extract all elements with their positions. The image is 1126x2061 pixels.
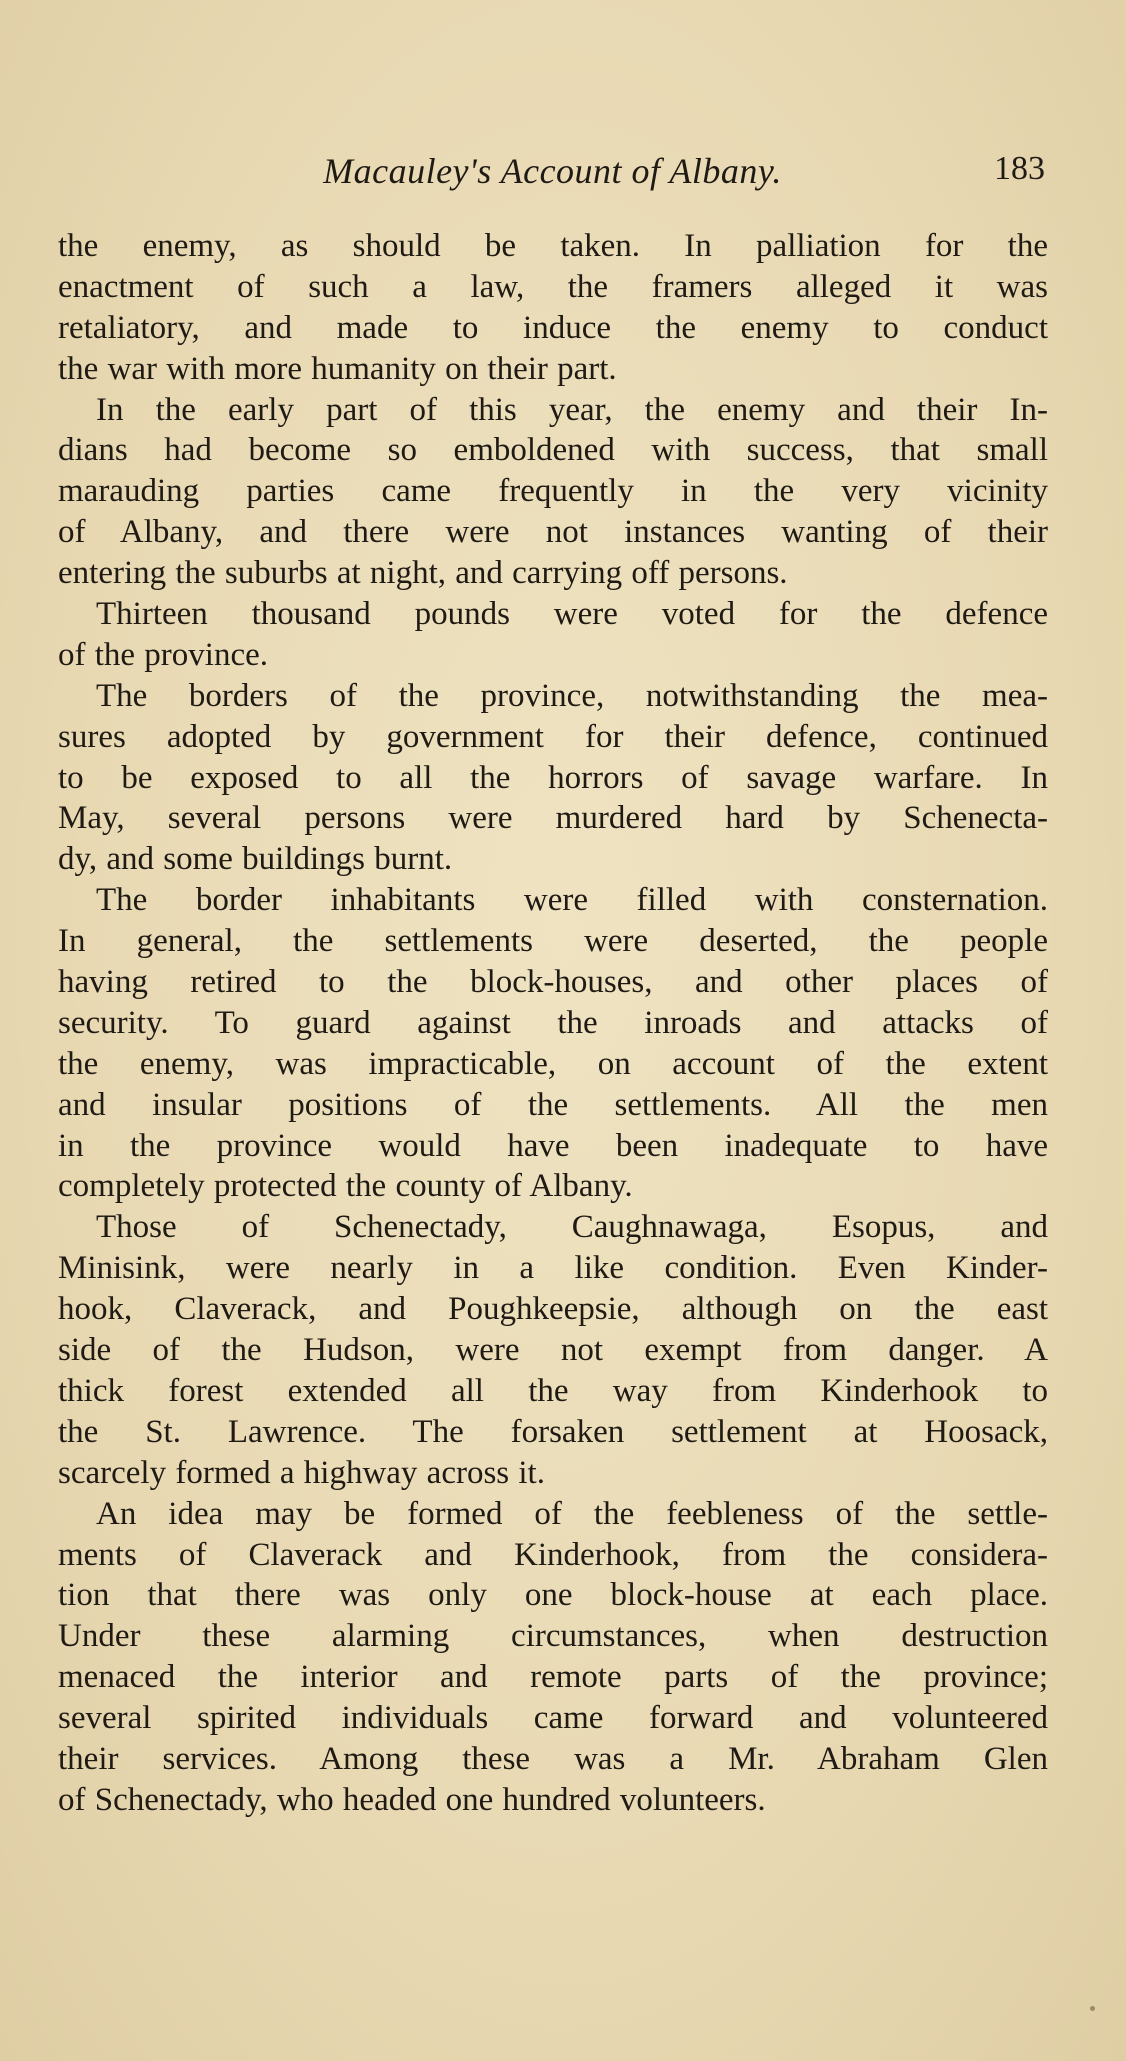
text-line: sures adopted by government for their defence, continued xyxy=(58,718,1048,755)
text-line: security. To guard against the inroads and attacks of xyxy=(58,1004,1048,1041)
text-line: and insular positions of the settlements. All the men xyxy=(58,1086,1048,1123)
text-line: of Schenectady, who headed one hundred volunteers. xyxy=(58,1781,766,1818)
text-line: dians had become so emboldened with success, that small xyxy=(58,432,1048,469)
text-line: entering the suburbs at night, and carrying off persons. xyxy=(58,555,788,592)
text-line: the enemy, was impracticable, on account of the extent xyxy=(58,1045,1048,1082)
text-line: side of the Hudson, were not exempt from danger. A xyxy=(58,1332,1048,1369)
body-text xyxy=(58,226,1048,1821)
text-line: The borders of the province, notwithstanding the mea- xyxy=(96,677,1048,714)
text-line: retaliatory, and made to induce the enemy to conduct xyxy=(58,309,1048,346)
text-line: the enemy, as should be taken. In palliation for the xyxy=(58,228,1048,264)
text-line: of the province. xyxy=(58,636,269,673)
running-title: Macauley's Account of Albany. xyxy=(323,151,782,191)
text-line: marauding parties came frequently in the very vicinity xyxy=(58,473,1048,510)
text-line: to be exposed to all the horrors of savage warfare. In xyxy=(58,759,1048,796)
text-line: their services. Among these was a Mr. Abraham Glen xyxy=(58,1740,1048,1777)
text-line: hook, Claverack, and Poughkeepsie, although on the east xyxy=(58,1291,1048,1328)
text-line: dy, and some buildings burnt. xyxy=(58,841,453,878)
text-line: the St. Lawrence. The forsaken settlement at Hoosack, xyxy=(58,1413,1048,1450)
text-line: An idea may be formed of the feebleness of the settle- xyxy=(96,1495,1048,1532)
text-line: In general, the settlements were deserted, the people xyxy=(58,923,1048,960)
text-line: scarcely formed a highway across it. xyxy=(58,1454,545,1491)
text-line: Thirteen thousand pounds were voted for the defence xyxy=(96,596,1048,633)
text-line: Those of Schenectady, Caughnawaga, Esopus, and xyxy=(96,1209,1048,1246)
text-line: ments of Claverack and Kinderhook, from the considera- xyxy=(58,1536,1048,1573)
text-line: completely protected the county of Albany. xyxy=(58,1168,633,1205)
text-line: Minisink, were nearly in a like condition. Even Kinder- xyxy=(58,1250,1048,1287)
text-line: enactment of such a law, the framers alleged it was xyxy=(58,268,1048,305)
text-line: having retired to the block-houses, and other places of xyxy=(58,964,1048,1001)
running-head xyxy=(60,150,1045,200)
text-line: In the early part of this year, the enemy and their In- xyxy=(96,391,1048,428)
text-line: the war with more humanity on their part. xyxy=(58,350,617,387)
text-line: several spirited individuals came forward and volunteered xyxy=(58,1700,1048,1737)
text-line: in the province would have been inadequate to have xyxy=(58,1127,1048,1164)
text-line: menaced the interior and remote parts of the province; xyxy=(58,1659,1048,1696)
text-line: The border inhabitants were filled with consternation. xyxy=(96,882,1048,919)
text-line: tion that there was only one block-house at each place. xyxy=(58,1577,1048,1614)
text-line: Under these alarming circumstances, when destruction xyxy=(58,1618,1048,1655)
paper-speck xyxy=(1090,2006,1095,2011)
text-line: thick forest extended all the way from Kinderhook to xyxy=(58,1372,1048,1409)
page-number: 183 xyxy=(994,150,1045,187)
text-line: May, several persons were murdered hard by Schenecta- xyxy=(58,800,1048,837)
text-line: of Albany, and there were not instances wanting of their xyxy=(58,514,1048,551)
